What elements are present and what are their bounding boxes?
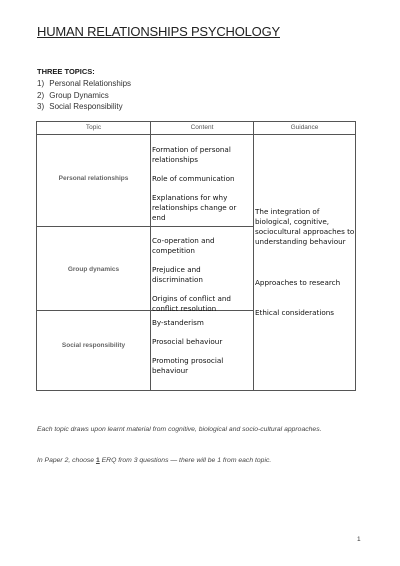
content-item: By-standerism (152, 318, 204, 327)
note-text: In Paper 2, choose (37, 457, 96, 464)
note-emphasis: 1 (95, 457, 100, 464)
note-topics: Each topic draws upon learnt material from cognitive, biological and socio-cultural approaches. (37, 426, 322, 433)
note-paper-2 (37, 457, 271, 464)
page-number: 1 (357, 536, 361, 543)
guidance-item: The integration of biological, cognitive, sociocultural approaches to understanding behaviour (255, 207, 355, 246)
topic-number: 2) (37, 90, 45, 100)
content-item: Promoting prosocial behaviour (152, 356, 224, 375)
row-label-personal-relationships: Personal relationships (58, 175, 129, 182)
topic-item (37, 101, 131, 113)
content-item: Origins of conflict and conflict resolution (152, 294, 231, 313)
header-topic: Topic (85, 124, 102, 131)
topic-label: Social Responsibility (49, 102, 123, 111)
guidance-item: Approaches to research (255, 278, 341, 287)
topic-label: Personal Relationships (49, 79, 132, 88)
header-guidance: Guidance (290, 124, 319, 131)
row-label-social-responsibility: Social responsibility (61, 342, 126, 349)
topic-item (37, 78, 131, 90)
column-divider (150, 122, 151, 390)
row-label-group-dynamics: Group dynamics (67, 266, 120, 273)
topics-heading: THREE TOPICS: (37, 67, 95, 76)
topic-label: Group Dynamics (49, 90, 109, 100)
topics-table (36, 121, 356, 391)
content-item: Co-operation and competition (152, 236, 215, 255)
topic-number: 1) (37, 79, 45, 88)
header-content: Content (190, 124, 214, 131)
content-item: Role of communication (152, 174, 235, 183)
content-item: Prejudice and discrimination (152, 265, 203, 284)
header-divider (37, 134, 355, 135)
content-item: Prosocial behaviour (152, 337, 223, 346)
content-item: Explanations for why relationships change or end (152, 193, 237, 222)
column-divider (253, 122, 254, 390)
content-personal-relationships (152, 145, 252, 232)
content-item: Formation of personal relationships (152, 145, 231, 164)
content-social-responsibility (152, 318, 252, 385)
topic-number: 3) (37, 102, 45, 111)
note-text: ERQ from 3 questions — there will be 1 from each topic. (99, 457, 272, 464)
guidance-item: Ethical considerations (255, 308, 335, 317)
content-group-dynamics (152, 236, 252, 323)
topic-item (37, 90, 131, 102)
page-title: HUMAN RELATIONSHIPS PSYCHOLOGY (37, 24, 280, 39)
topic-list (37, 78, 131, 113)
